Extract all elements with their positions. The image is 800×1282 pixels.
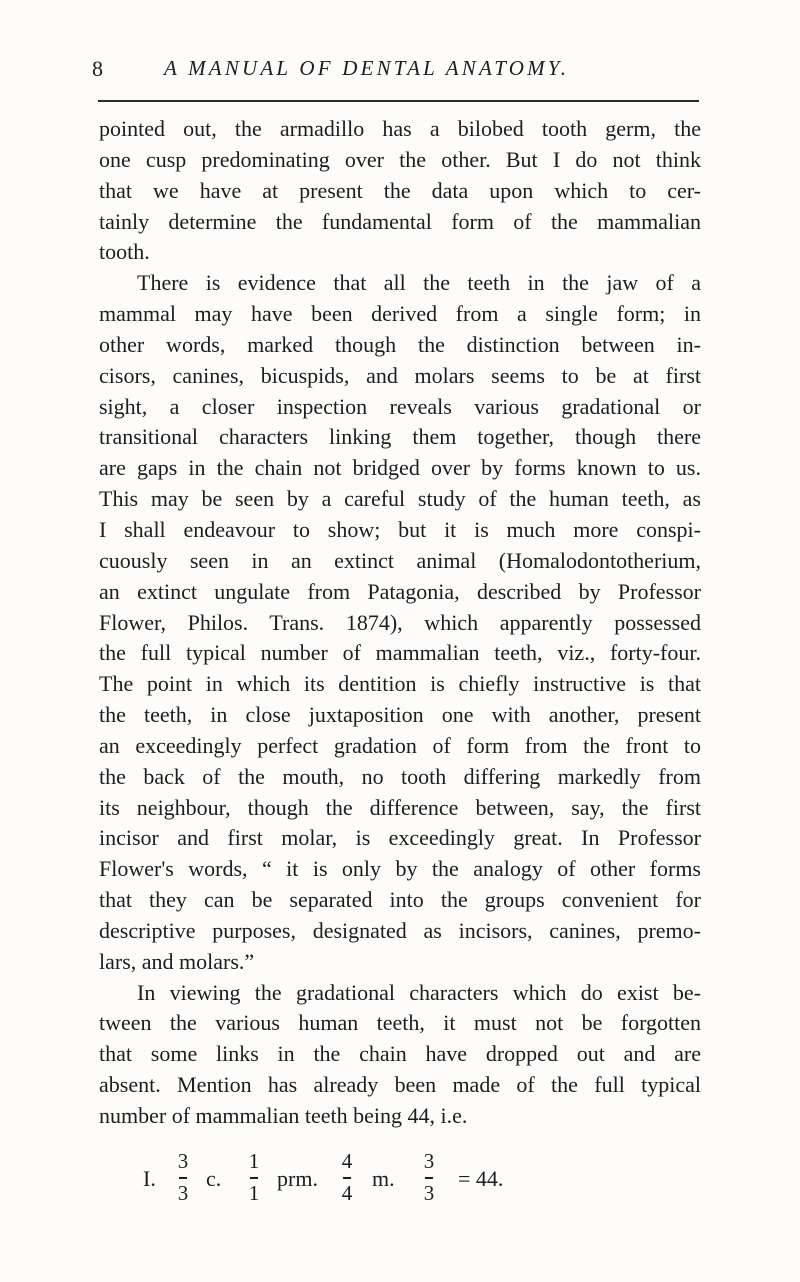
text-line: Flower's words, “ it is only by the analogy of other forms [99,856,701,882]
fraction-bar [250,1177,258,1179]
premolar-lower: 4 [341,1181,353,1205]
text-line: that they can be separated into the groups convenient for [99,887,701,913]
page-number: 8 [92,56,104,81]
text-line: transitional characters linking them together, though there [99,424,701,450]
running-title: A MANUAL OF DENTAL ANATOMY. [164,56,570,80]
text-line: an extinct ungulate from Patagonia, described by Professor [99,578,701,604]
text-line: cisors, canines, bicuspids, and molars seems to be at first [99,362,701,388]
text-line: mammal may have been derived from a single form; in [99,301,701,327]
text-line: the back of the mouth, no tooth differing markedly from [99,763,701,789]
text-line: tooth. [99,239,150,265]
incisor-lower: 3 [177,1181,189,1205]
body-text [99,114,701,1132]
premolar-fraction [336,1150,358,1204]
text-line: the full typical number of mammalian teeth, viz., forty-four. [99,640,701,666]
incisor-upper: 3 [177,1149,189,1173]
text-line: Flower, Philos. Trans. 1874), which apparently possessed [99,609,701,635]
text-line: incisor and first molar, is exceedingly great. In Professor [99,825,701,851]
molar-label: m. [372,1166,395,1191]
text-line: an exceedingly perfect gradation of form from the front to [99,732,701,758]
text-line: tween the various human teeth, it must not be forgotten [99,1010,701,1036]
dental-formula [143,1150,543,1210]
canine-fraction [243,1150,265,1204]
text-line: tainly determine the fundamental form of the mammalian [99,208,701,234]
text-line: absent. Mention has already been made of the full typical [99,1072,701,1098]
text-line: are gaps in the chain not bridged over by forms known to us. [99,455,701,481]
text-line: This may be seen by a careful study of the human teeth, as [99,486,701,512]
incisor-label: I. [143,1166,156,1191]
canine-label: c. [206,1166,222,1191]
text-line: cuously seen in an extinct animal (Homalodontotherium, [99,547,701,573]
fraction-bar [179,1177,187,1179]
molar-fraction [418,1150,440,1204]
canine-lower: 1 [248,1181,260,1205]
header-rule [98,100,699,102]
fraction-bar [343,1177,351,1179]
text-line: sight, a closer inspection reveals various gradational or [99,393,701,419]
paragraph-start: In viewing the gradational characters which do exist be- [137,979,701,1005]
text-line: The point in which its dentition is chiefly instructive is that [99,671,701,697]
incisor-fraction [172,1150,194,1204]
paragraph-start: There is evidence that all the teeth in the jaw of a [137,270,701,296]
fraction-bar [425,1177,433,1179]
formula-total: = 44. [458,1166,504,1191]
text-line: I shall endeavour to show; but it is much more conspi- [99,516,701,542]
text-line: its neighbour, though the difference between, say, the first [99,794,701,820]
text-line: number of mammalian teeth being 44, i.e. [99,1103,468,1128]
text-line: lars, and molars.” [99,948,255,974]
text-line: other words, marked though the distinction between in- [99,331,701,357]
text-line: descriptive purposes, designated as incisors, canines, premo- [99,917,701,943]
molar-upper: 3 [423,1149,435,1173]
canine-upper: 1 [248,1149,260,1173]
premolar-label: prm. [277,1166,318,1191]
text-line: pointed out, the armadillo has a bilobed tooth germ, the [99,116,701,141]
molar-lower: 3 [423,1181,435,1205]
text-line: that we have at present the data upon which to cer- [99,177,701,203]
text-line: the teeth, in close juxtaposition one with another, present [99,702,701,728]
text-line: one cusp predominating over the other. But I do not think [99,146,701,172]
text-line: that some links in the chain have dropped out and are [99,1041,701,1067]
premolar-upper: 4 [341,1149,353,1173]
page-header [92,56,697,86]
